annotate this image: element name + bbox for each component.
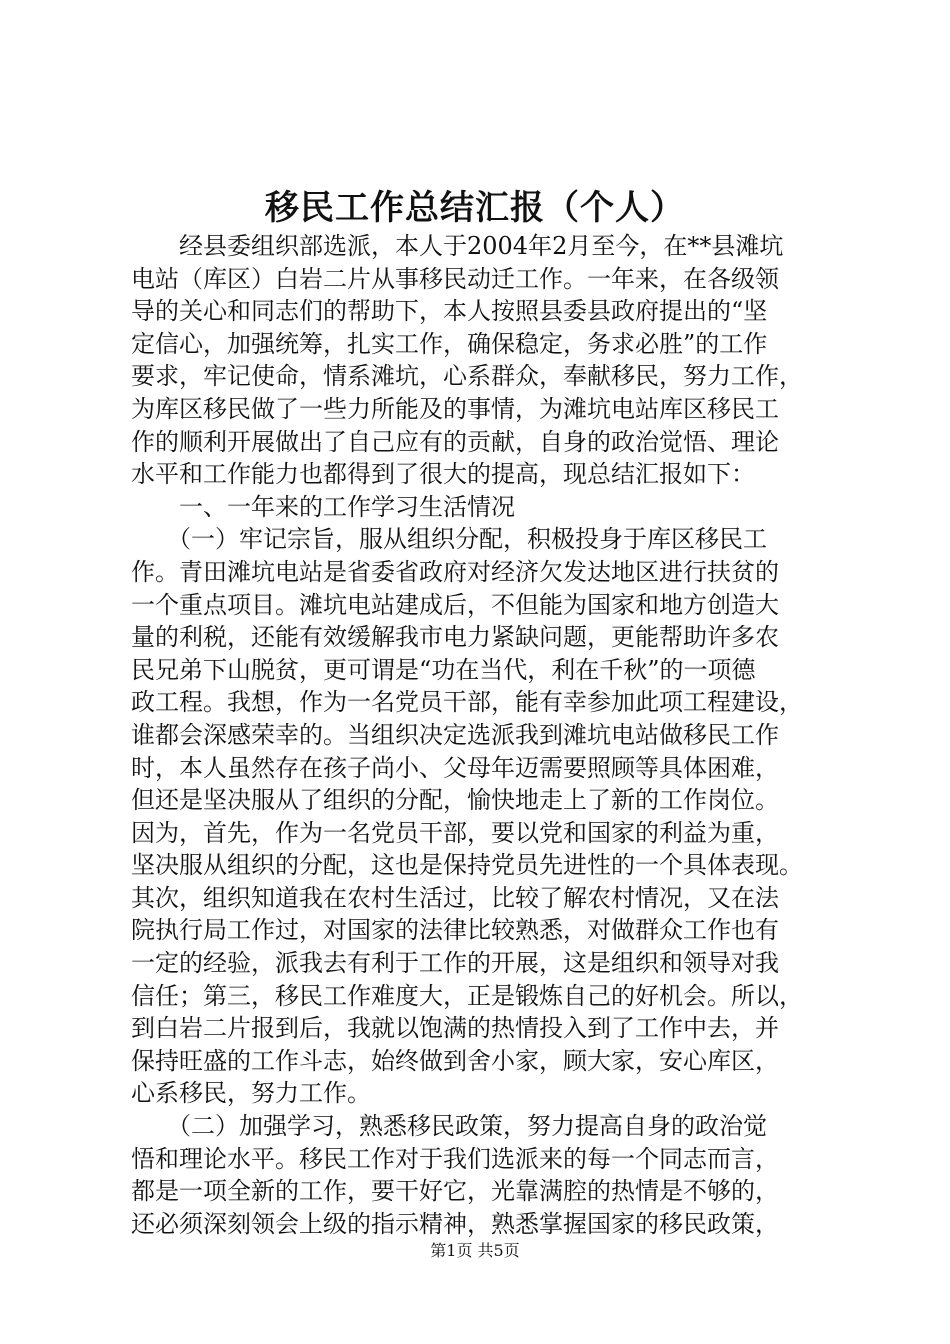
text-line: 作的顺利开展做出了自己应有的贡献，自身的政治觉悟、理论	[131, 427, 779, 456]
text-line: 因为，首先，作为一名党员干部，要以党和国家的利益为重，	[131, 818, 779, 847]
text-line: 信任；第三，移民工作难度大，正是锻炼自己的好机会。所以，	[131, 981, 803, 1010]
text-line: （一）牢记宗旨，服从组织分配，积极投身于库区移民工	[131, 525, 767, 554]
text-line: 悟和理论水平。移民工作对于我们选派来的每一个同志而言，	[131, 1144, 779, 1173]
text-line: 要求，牢记使命，情系滩坑，心系群众，奉献移民，努力工作，	[131, 362, 803, 391]
text-line: 一、一年来的工作学习生活情况	[131, 492, 515, 521]
text-line: 导的关心和同志们的帮助下，本人按照县委县政府提出的“坚	[131, 297, 768, 326]
text-line: （二）加强学习，熟悉移民政策，努力提高自身的政治觉	[131, 1112, 767, 1141]
text-line: 但还是坚决服从了组织的分配，愉快地走上了新的工作岗位。	[131, 786, 779, 815]
text-line: 谁都会深感荣幸的。当组织决定选派我到滩坑电站做移民工作	[131, 720, 779, 749]
text-line: 到白岩二片报到后，我就以饱满的热情投入到了工作中去，并	[131, 1014, 779, 1043]
text-line: 还必须深刻领会上级的指示精神，熟悉掌握国家的移民政策，	[131, 1209, 779, 1238]
document-body	[131, 230, 831, 1240]
text-line: 经县委组织部选派，本人于2004年2月至今，在**县滩坑	[131, 232, 784, 260]
text-line: 保持旺盛的工作斗志，始终做到舍小家，顾大家，安心库区，	[131, 1046, 779, 1075]
text-line: 一定的经验，派我去有利于工作的开展，这是组织和领导对我	[131, 949, 779, 978]
text-line: 都是一项全新的工作，要干好它，光靠满腔的热情是不够的，	[131, 1177, 779, 1206]
text-line: 坚决服从组织的分配，这也是保持党员先进性的一个具体表现。	[131, 851, 803, 880]
text-line: 水平和工作能力也都得到了很大的提高，现总结汇报如下：	[131, 460, 755, 489]
text-line: 其次，组织知道我在农村生活过，比较了解农村情况，又在法	[131, 883, 779, 912]
text-line: 民兄弟下山脱贫，更可谓是“功在当代，利在千秋”的一项德	[131, 655, 756, 684]
text-line: 电站（库区）白岩二片从事移民动迁工作。一年来，在各级领	[131, 264, 779, 293]
text-line: 一个重点项目。滩坑电站建成后，不但能为国家和地方创造大	[131, 590, 779, 619]
text-line: 院执行局工作过，对国家的法律比较熟悉，对做群众工作也有	[131, 916, 779, 945]
text-line: 为库区移民做了一些力所能及的事情，为滩坑电站库区移民工	[131, 394, 779, 423]
text-line: 心系移民，努力工作。	[131, 1079, 371, 1108]
text-line: 定信心，加强统筹，扎实工作，确保稳定，务求必胜”的工作	[131, 329, 768, 358]
page-footer: 第1页 共5页	[430, 1241, 520, 1260]
text-line: 作。青田滩坑电站是省委省政府对经济欠发达地区进行扶贫的	[131, 557, 779, 586]
document-title: 移民工作总结汇报（个人）	[265, 188, 685, 228]
text-line: 政工程。我想，作为一名党员干部，能有幸参加此项工程建设，	[131, 688, 803, 717]
text-line: 时，本人虽然存在孩子尚小、父母年迈需要照顾等具体困难，	[131, 753, 779, 782]
text-line: 量的利税，还能有效缓解我市电力紧缺问题，更能帮助许多农	[131, 623, 779, 652]
